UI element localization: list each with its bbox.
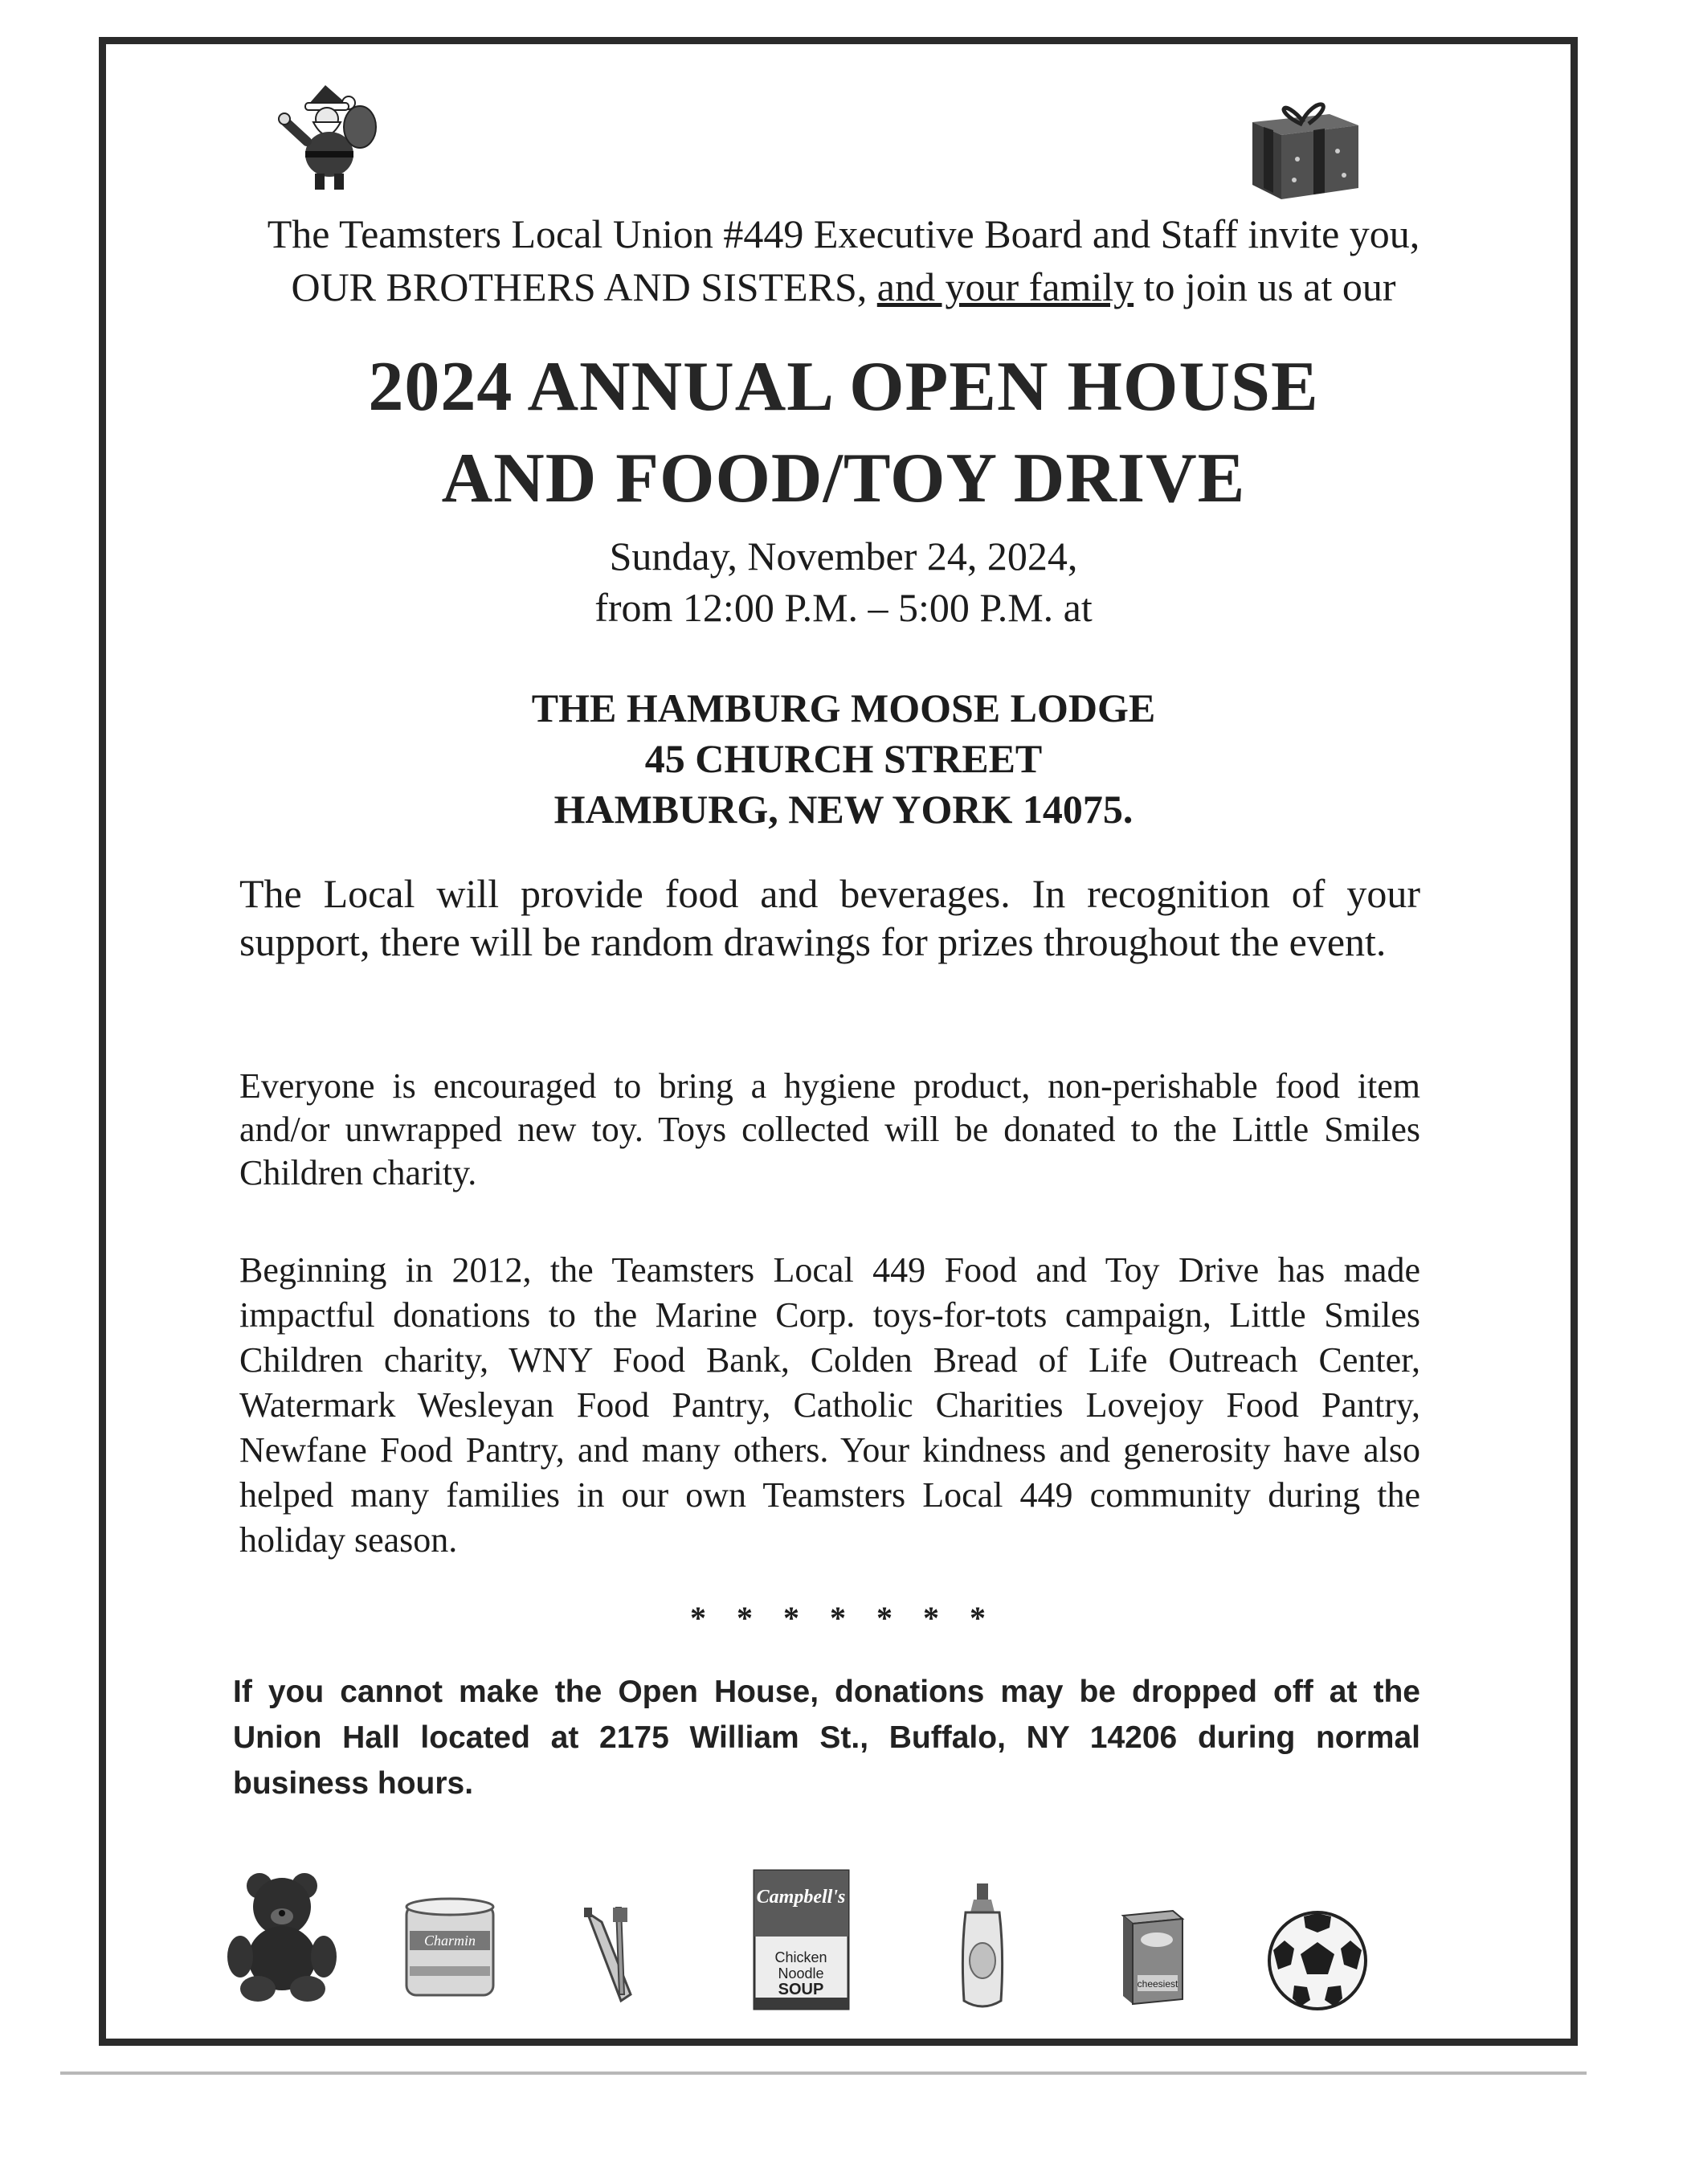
- separator: * * * * * * *: [690, 1600, 997, 1636]
- event-title: [145, 342, 1542, 525]
- lotion-bottle-icon: [954, 1880, 1011, 2017]
- invitation-suffix: to join us at our: [1134, 264, 1396, 309]
- gift-box-icon: [1241, 82, 1370, 202]
- cheese-box-label: cheesiest: [1137, 1978, 1178, 1990]
- venue-address: [145, 683, 1542, 835]
- invitation-line-2: [145, 260, 1542, 313]
- soup-can-icon: [751, 1864, 852, 2017]
- venue-city: HAMBURG, NEW YORK 14075.: [553, 787, 1134, 832]
- food-paragraph: The Local will provide food and beverages. In recognition of your support, there will be random drawings for prizes throughout the event.: [239, 871, 1420, 964]
- toilet-paper-icon: [402, 1892, 498, 2005]
- invitation-text: [145, 207, 1542, 313]
- drop-off-notice: If you cannot make the Open House, donations may be dropped off at the Union Hall located at 2175 William St., Buffalo, NY 14206 during normal business hours.: [233, 1675, 1420, 1801]
- mac-and-cheese-icon: [1117, 1904, 1189, 2009]
- invitation-prefix: OUR BROTHERS AND SISTERS,: [291, 264, 877, 309]
- title-line-2: AND FOOD/TOY DRIVE: [441, 440, 1246, 517]
- toothpaste-brush-icon: [574, 1904, 647, 2009]
- scan-shadow-line: [60, 2072, 1587, 2075]
- invitation-line-1: The Teamsters Local Union #449 Executive Board and Staff invite you,: [267, 211, 1420, 256]
- paper-brand: Charmin: [423, 1932, 476, 1949]
- teddy-bear-icon: [221, 1868, 341, 2005]
- event-date: Sunday, November 24, 2024,: [609, 534, 1078, 579]
- soup-brand: Campbell's: [756, 1887, 846, 1908]
- venue-street: 45 CHURCH STREET: [644, 736, 1043, 781]
- title-line-1: 2024 ANNUAL OPEN HOUSE: [368, 348, 1319, 426]
- event-hours: from 12:00 P.M. – 5:00 P.M. at: [594, 585, 1093, 630]
- history-paragraph: Beginning in 2012, the Teamsters Local 449 Food and Toy Drive has made impactful donations to the Marine Corp. toys-for-tots campaign, Little Smiles Children charity, WNY Food Bank, Colden Bread of Life Outreach Center, Watermark Wesleyan Food Pantry, Catholic Charities Lovejoy Food Pantry, Newfane Food Pantry, and many others. Your kindness and generosity have also helped many families in our own Teamsters Local 449 community during the holiday season.: [239, 1250, 1420, 1560]
- donations-paragraph: Everyone is encouraged to bring a hygiene product, non-perishable food item and/or unwrapped new toy. Toys collected will be donated to the Little Smiles Children charity.: [239, 1066, 1420, 1192]
- santa-icon: [265, 74, 386, 194]
- event-datetime: [145, 530, 1542, 633]
- soccer-ball-icon: [1265, 1908, 1370, 2013]
- soup-line-3: SOUP: [778, 1981, 824, 1998]
- soup-line-1: Chicken: [774, 1949, 827, 1965]
- venue-name: THE HAMBURG MOOSE LODGE: [531, 685, 1156, 730]
- soup-line-2: Noodle: [778, 1965, 824, 1982]
- invitation-underlined: and your family: [876, 264, 1134, 309]
